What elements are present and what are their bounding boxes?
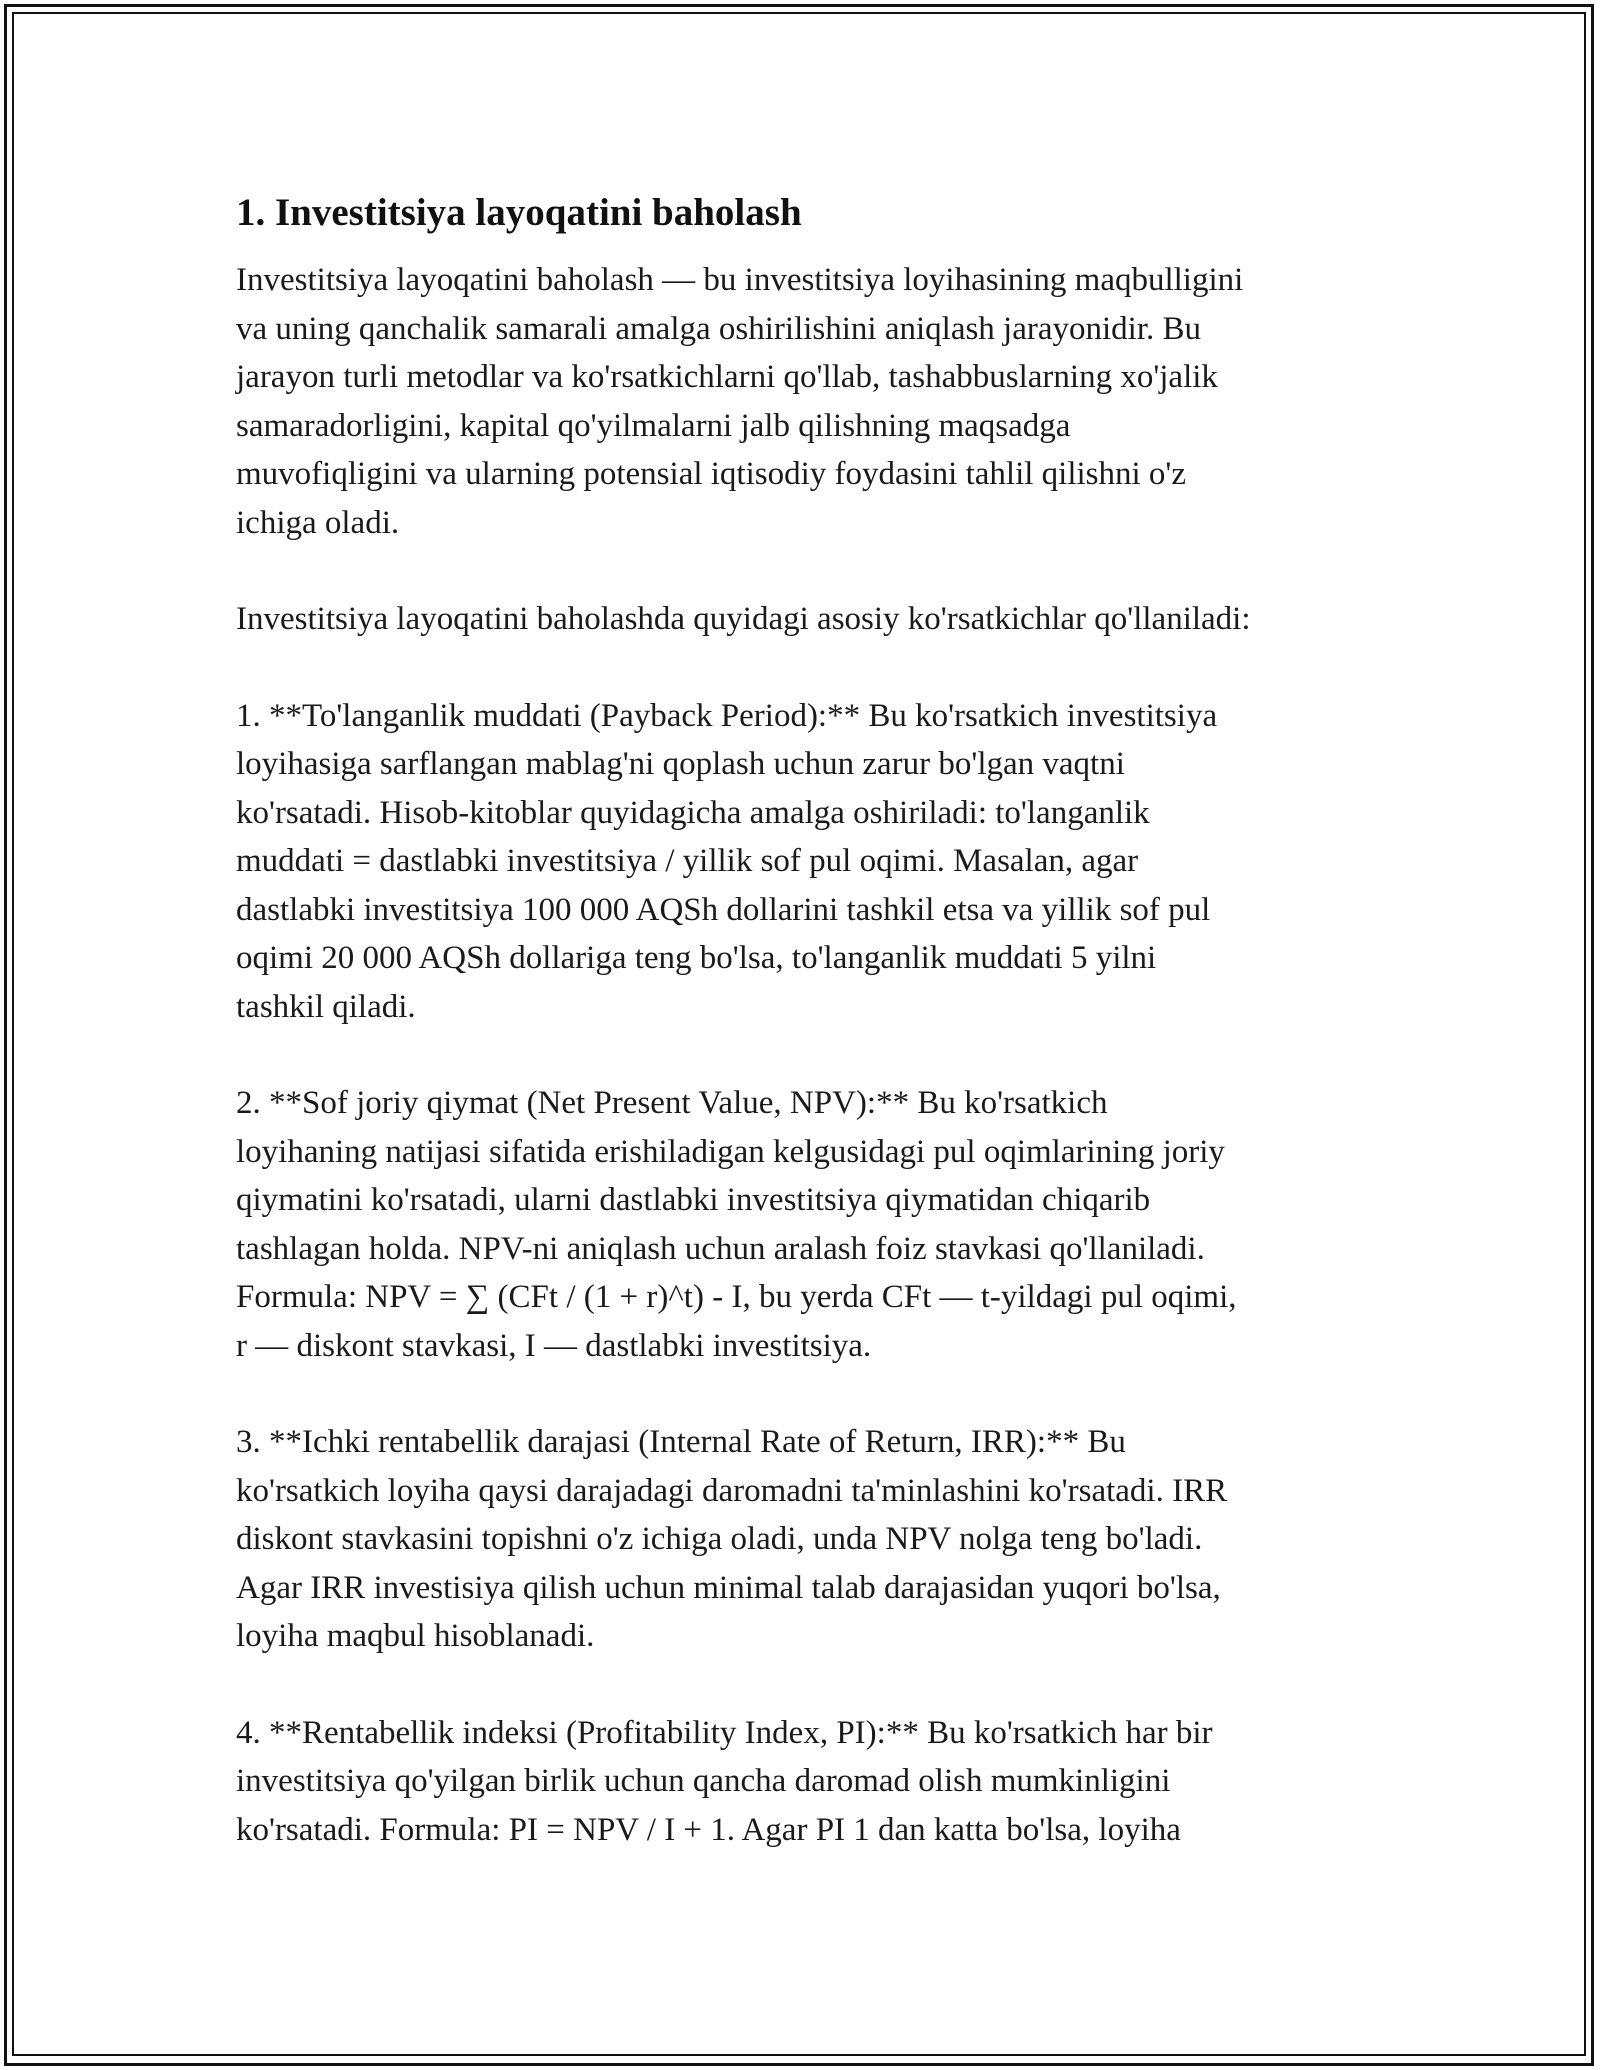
paragraph-irr: 3. **Ichki rentabellik darajasi (Internal Rate of Return, IRR):** Bu ko'rsatkich loyiha qaysi darajadagi daromadni ta'minlashini ko'rsatadi. IRR diskont stavkasini topishni o'z ichiga oladi, unda NPV nolga teng bo'ladi. Agar IRR investisiya qilish uchun minimal talab darajasidan yuqori bo'lsa, loyiha maqbul hisoblanadi. [236, 1424, 1228, 1654]
document-body [236, 188, 1376, 1902]
paragraph-profitability-index: 4. **Rentabellik indeksi (Profitability Index, PI):** Bu ko'rsatkich har bir investitsiya qo'yilgan birlik uchun qancha daromad olish mumkinligini ko'rsatadi. Formula: PI = NPV / I + 1. Agar PI 1 dan katta bo'lsa, loyiha [236, 1714, 1213, 1848]
section-heading: 1. Investitsiya layoqatini baholash [236, 191, 802, 234]
paragraph-indicators-lead: Investitsiya layoqatini baholashda quyidagi asosiy ko'rsatkichlar qo'llaniladi: [236, 601, 1251, 637]
paragraph-payback-period: 1. **To'langanlik muddati (Payback Period):** Bu ko'rsatkich investitsiya loyihasiga sarflangan mablag'ni qoplash uchun zarur bo'lgan vaqtni ko'rsatadi. Hisob-kitoblar quyidagicha amalga oshiriladi: to'langanlik muddati = dastlabki investitsiya / yillik sof pul oqimi. Masalan, agar dastlabki investitsiya 100 000 AQSh dollarini tashkil etsa va yillik sof pul oqimi 20 000 AQSh dollariga teng bo'lsa, to'langanlik muddati 5 yilni tashkil qiladi. [236, 697, 1218, 1025]
paragraph-npv: 2. **Sof joriy qiymat (Net Present Value, NPV):** Bu ko'rsatkich loyihaning natijasi sifatida erishiladigan kelgusidagi pul oqimlarining joriy qiymatini ko'rsatadi, ularni dastlabki investitsiya qiymatidan chiqarib tashlagan holda. NPV-ni aniqlash uchun aralash foiz stavkasi qo'llaniladi. Formula: NPV = ∑ (CFt / (1 + r)^t) - I, bu yerda CFt — t-yildagi pul oqimi, r — diskont stavkasi, I — dastlabki investitsiya. [236, 1085, 1237, 1364]
paragraph-intro: Investitsiya layoqatini baholash — bu investitsiya loyihasining maqbulligini va uning qanchalik samarali amalga oshirilishini aniqlash jarayonidir. Bu jarayon turli metodlar va ko'rsatkichlarni qo'llab, tashabbuslarning xo'jalik samaradorligini, kapital qo'yilmalarni jalb qilishning maqsadga muvofiqligini va ularning potensial iqtisodiy foydasini tahlil qilishni o'z ichiga oladi. [236, 262, 1244, 541]
